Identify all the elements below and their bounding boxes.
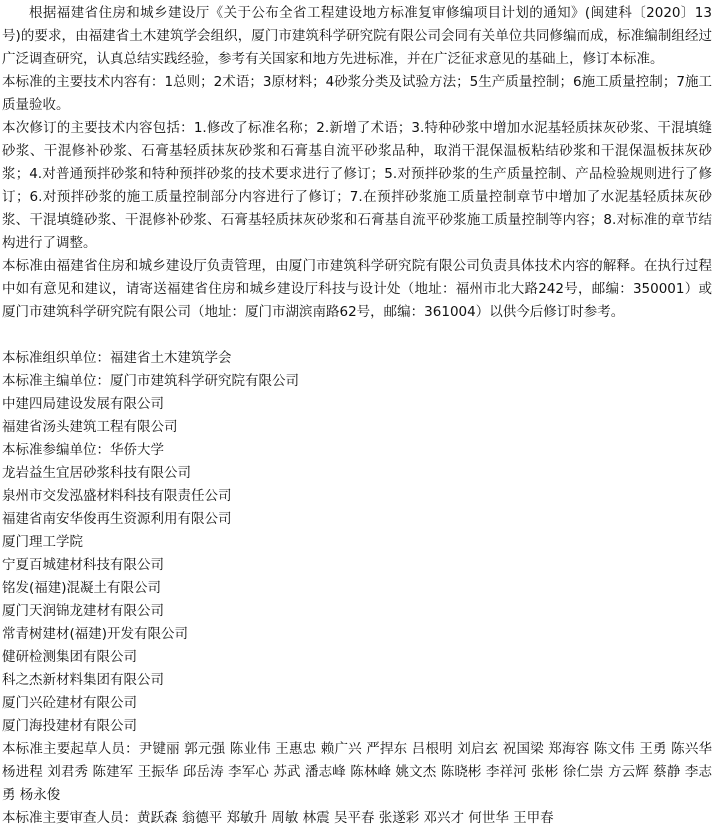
list-item: 龙岩益生宜居砂浆科技有限公司 [2, 465, 191, 481]
list-item: 厦门海投建材有限公司 [2, 718, 137, 734]
management-paragraph: 本标准由福建省住房和城乡建设厅负责管理，由厦门市建筑科学研究院有限公司负责具体技术内容的解释。在执行过程中如有意见和建议，请寄送福建省住房和城乡建设厅科技与设计处（地址：福州市北大路242号，邮编：350001）或厦门市建筑科学研究院有限公司（地址：厦门市湖滨南路62号，邮编：361004）以供今后修订时参考。 [2, 258, 712, 320]
list-item: 厦门兴砼建材有限公司 [2, 695, 137, 711]
technical-contents-paragraph: 本标准的主要技术内容有：1总则；2术语；3原材料；4砂浆分类及试验方法；5生产质量控制；6施工质量控制；7施工质量验收。 [2, 74, 712, 113]
reviewers-paragraph: 本标准主要审查人员：黄跃森 翁德平 郑敏升 周敏 林震 吴平春 张遂彩 邓兴才 何世华 王甲春 [2, 810, 554, 826]
chief-editor-unit: 本标准主编单位：厦门市建筑科学研究院有限公司 [2, 373, 299, 389]
list-item: 福建省南安华俊再生资源利用有限公司 [2, 511, 232, 527]
list-item: 厦门天润锦龙建材有限公司 [2, 603, 164, 619]
organizing-unit: 本标准组织单位：福建省土木建筑学会 [2, 350, 232, 366]
blank-line [2, 324, 712, 347]
drafters-paragraph: 本标准主要起草人员：尹键丽 郭元强 陈业伟 王惠忠 赖广兴 严捍东 吕根明 刘启玄 祝国梁 郑海容 陈文伟 王勇 陈兴华 杨进程 刘君秀 陈建军 王振华 邱岳涛 李军心 苏武 潘志峰 陈林峰 姚文杰 陈晓彬 李祥河 张彬 徐仁崇 方云辉 蔡静 李志勇 杨永俊 [2, 741, 712, 803]
list-item: 宁夏百城建材科技有限公司 [2, 557, 164, 573]
list-item: 厦门理工学院 [2, 534, 83, 550]
revision-contents-paragraph: 本次修订的主要技术内容包括：1.修改了标准名称；2.新增了术语；3.特种砂浆中增加水泥基轻质抹灰砂浆、干混填缝砂浆、干混修补砂浆、石膏基轻质抹灰砂浆和石膏基自流平砂浆品种，取消干混保温板粘结砂浆和干混保温板抹灰砂浆；4.对普通预拌砂浆和特种预拌砂浆的技术要求进行了修订；5.对预拌砂浆的生产质量控制、产品检验规则进行了修订；6.对预拌砂浆的施工质量控制部分内容进行了修订；7.在预拌砂浆施工质量控制章节中增加了水泥基轻质抹灰砂浆、干混填缝砂浆、干混修补砂浆、石膏基轻质抹灰砂浆和石膏基自流平砂浆施工质量控制等内容；8.对标准的章节结构进行了调整。 [2, 120, 712, 251]
list-item: 常青树建材(福建)开发有限公司 [2, 626, 189, 642]
participating-unit: 本标准参编单位：华侨大学 [2, 442, 164, 458]
list-item: 健研检测集团有限公司 [2, 649, 137, 665]
list-item: 铭发(福建)混凝土有限公司 [2, 580, 162, 596]
list-item: 泉州市交发泓盛材料科技有限责任公司 [2, 488, 232, 504]
list-item: 科之杰新材料集团有限公司 [2, 672, 164, 688]
units-list [2, 347, 712, 738]
list-item: 福建省汤头建筑工程有限公司 [2, 419, 178, 435]
list-item: 中建四局建设发展有限公司 [2, 396, 164, 412]
intro-paragraph: 根据福建省住房和城乡建设厅《关于公布全省工程建设地方标准复审修编项目计划的通知》(闽建科〔2020〕13号)的要求，由福建省土木建筑学会组织，厦门市建筑科学研究院有限公司会同有关单位共同修编而成，标准编制组经过广泛调查研究，认真总结实践经验，参考有关国家和地方先进标准，并在广泛征求意见的基础上，修订本标准。 [2, 5, 712, 67]
